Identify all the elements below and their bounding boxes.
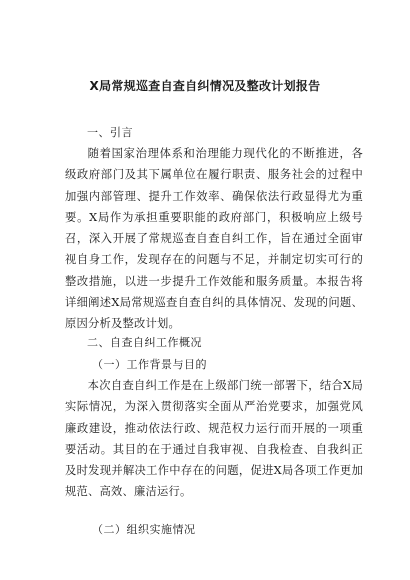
background-paragraph: 本次自查自纠工作是在上级部门统一部署下，结合X局实际情况，为深入贯彻落实全面从严治党要求，加强党风廉政建设，推动依法行政、规范权力运行而开展的一项重要活动。其目的在于通过自我审视、自我检查、自我纠正及时发现并解决工作中存在的问题，促进X局各项工作更加规范、高效、廉洁运行。 xyxy=(65,379,363,499)
section-heading-introduction: 一、引言 xyxy=(87,126,133,139)
document-title: X局常规巡查自查自纠情况及整改计划报告 xyxy=(89,79,321,93)
section-heading-overview: 二、自查自纠工作概况 xyxy=(87,336,202,349)
subsection-heading-background: （一）工作背景与目的 xyxy=(92,358,207,371)
subsection-heading-organization: （二）组织实施情况 xyxy=(92,523,196,536)
introduction-paragraph: 随着国家治理体系和治理能力现代化的不断推进，各级政府部门及其下属单位在履行职责、服务社会的过程中加强内部管理、提升工作效率、确保依法行政显得尤为重要。X局作为承担重要职能的政府部门，积极响应上级号召，深入开展了常规巡查自查自纠工作，旨在通过全面审视自身工作，发现存在的问题与不足，并制定切实可行的整改措施，以进一步提升工作效能和服务质量。本报告将详细阐述X局常规巡查自查自纠的具体情况、发现的问题、原因分析及整改计划。 xyxy=(65,147,363,331)
